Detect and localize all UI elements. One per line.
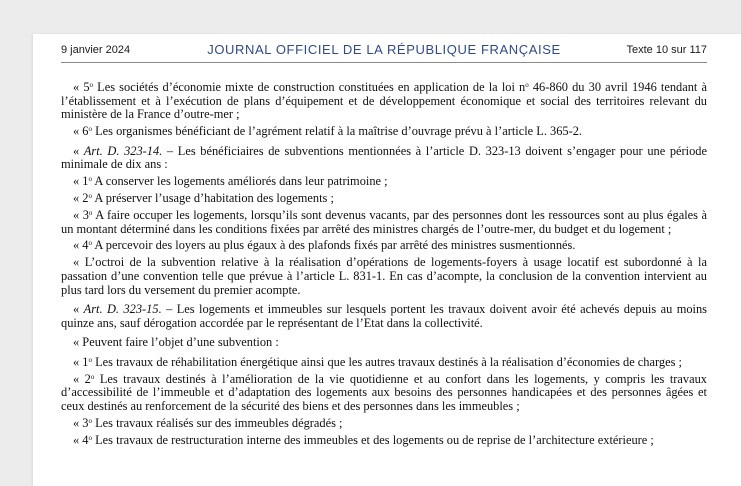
paragraph: « 6$^o$ Les organismes bénéficiant de l’agrément relatif à la maîtrise d’ouvrage prévu à l’article L. 365-2.	[73, 124, 583, 139]
article-paragraph: « Art. D. 323-15. – Les logements et immeubles sur lesquels portent les travaux doivent avoir été achevés depuis au moins quinze ans, sauf dérogation accordée par le représentant de l’Etat dans la collectivité.	[61, 302, 707, 330]
list-item: « 1$^o$ A conserver les logements améliorés dans leur patrimoine ;	[73, 174, 388, 189]
header-divider	[61, 62, 707, 63]
text-number: Texte 10 sur 117	[626, 44, 707, 56]
paragraph: « 5$^o$ Les sociétés d’économie mixte de construction constituées en application de la loi $n^o$ 46-860 du 30 avril 1946 tendant à l’établissement et à l’exécution de plans d’équipement et de développement économique et social des territoires relevant du ministère de la France d’outre-mer ;	[61, 80, 707, 122]
journal-title: JOURNAL OFFICIEL DE LA RÉPUBLIQUE FRANÇAISE	[207, 42, 561, 57]
list-item: « 4$^o$ A percevoir des loyers au plus égaux à des plafonds fixés par arrêté des ministres susmentionnés.	[73, 238, 576, 253]
document-page	[33, 34, 741, 486]
paragraph: « L’octroi de la subvention relative à la réalisation d’opérations de logements-foyers à usage locatif est subordonné à la passation d’une convention telle que prévue à l’article L. 831-1. En cas d’acompte, la conclusion de la convention intervient au plus tard lors du versement du premier acompte.	[61, 255, 707, 297]
list-item: « 2$^o$ Les travaux destinés à l’amélioration de la vie quotidienne et au confort dans les logements, y compris les travaux d’accessibilité de l’immeuble et d’adaptation des logements aux besoins des personnes handicapées et des personnes âgées et ceux destinés au renforcement de la sécurité des biens et des personnes dans les immeubles ;	[61, 371, 707, 413]
list-item: « 1$^o$ Les travaux de réhabilitation énergétique ainsi que les autres travaux destinés à la réalisation d’économies de charges ;	[73, 354, 682, 369]
list-item: « 3$^o$ Les travaux réalisés sur des immeubles dégradés ;	[73, 415, 343, 430]
article-paragraph: « Art. D. 323-14. – Les bénéficiaires de subventions mentionnées à l’article D. 323-13 doivent s’engager pour une période minimale de dix ans :	[61, 143, 707, 172]
list-item: « 2$^o$ A préserver l’usage d’habitation des logements ;	[73, 191, 334, 206]
article-reference: Art. D. 323-15.	[83, 302, 162, 317]
document-body	[61, 81, 707, 451]
publication-date: 9 janvier 2024	[61, 44, 131, 56]
list-item: « 4$^o$ Les travaux de restructuration interne des immeubles et des logements ou de reprise de l’architecture extérieure ;	[73, 432, 654, 447]
list-item: « 3$^o$ A faire occuper les logements, lorsqu’ils sont devenus vacants, par des personnes dont les ressources sont au plus égales à un montant déterminé dans les conditions fixées par arrêté des ministres chargés de l’outre-mer, du budget et du logement ;	[61, 207, 707, 236]
paragraph: « Peuvent faire l’objet d’une subvention :	[73, 335, 279, 350]
page-header	[61, 42, 707, 60]
article-reference: Art. D. 323-14.	[83, 143, 163, 158]
